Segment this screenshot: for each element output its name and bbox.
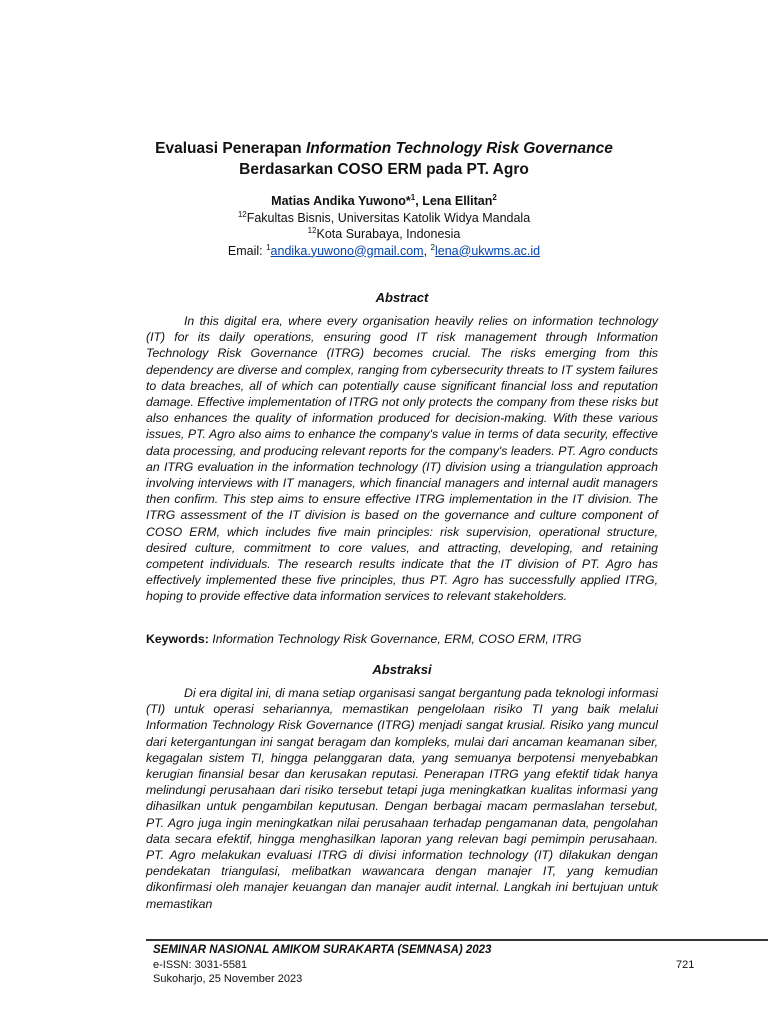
footer	[153, 943, 713, 987]
author-names	[110, 193, 658, 210]
abstract-text: In this digital era, where every organisation heavily relies on information technology (IT) for its daily operations, ensuring good IT risk management through Information Technology Risk Governance (ITRG) becomes crucial. The risks emerging from this dependency are diverse and complex, ranging from cybersecurity threats to IT system failures to data breaches, all of which can potentially cause significant financial loss and reputation damage. Effective implementation of ITRG not only protects the company from these risks but also enhances the quality of information produced for decision-making. With these various issues, PT. Agro also aims to enhance the company's value in terms of data security, effective data processing, and producing relevant reports for the company's leaders. PT. Agro conducts an ITRG evaluation in the information technology (IT) division using a triangulation approach involving interviews with IT managers, which financial managers and internal audit managers then confirm. This step aims to ensure effective ITRG implementation in the IT division. The ITRG assessment of the IT division is based on the governance and culture component of COSO ERM, which includes five main principles: risk supervision, operational structure, desired culture, commitment to core values, and attracting, developing, and retaining competent individuals. The research results indicate that the IT division of PT. Agro has effectively implemented these five principles, thus PT. Agro has successfully applied ITRG, hoping to provide effective data information services to relevant stakeholders.	[146, 314, 658, 604]
keywords-line	[146, 631, 658, 647]
affiliation-1-sup: 12	[237, 209, 247, 219]
author-2-sup: 2	[492, 192, 497, 202]
author-1-sup: 1	[410, 192, 416, 202]
author-1: Matias Andika Yuwono*	[271, 194, 411, 208]
title-prefix: Evaluasi Penerapan	[155, 140, 306, 157]
affiliation-1-text: Fakultas Bisnis, Universitas Katolik Widya Mandala	[246, 210, 531, 225]
affiliation-2-sup: 12	[307, 225, 317, 235]
keywords-value: Information Technology Risk Governance, ERM, COSO ERM, ITRG	[208, 632, 582, 646]
abstract-heading: Abstract	[375, 290, 429, 305]
author-block	[110, 193, 658, 259]
footer-issn: e-ISSN: 3031-5581	[153, 958, 248, 971]
footer-conference: SEMINAR NASIONAL AMIKOM SURAKARTA (SEMNASA) 2023	[153, 944, 492, 956]
email-1-sup: 1	[266, 242, 271, 252]
email-2-link[interactable]: lena@ukwms.ac.id	[435, 243, 541, 258]
author-separator: ,	[415, 194, 423, 208]
title-line-1	[110, 138, 658, 159]
footer-place-date: Sukoharjo, 25 November 2023	[153, 973, 303, 985]
affiliation-2	[110, 226, 658, 243]
author-2: Lena Ellitan	[422, 194, 493, 208]
abstraksi-text: Di era digital ini, di mana setiap organisasi sangat bergantung pada teknologi informasi (TI) untuk operasi sehariannya, memastikan pengelolaan risiko TI yang baik melalui Information Technology Risk Governance (ITRG) menjadi sangat krusial. Risiko yang muncul dari ketergantungan ini sangat beragam dan kompleks, mulai dari ancaman keamanan siber, kegagalan sistem TI, hingga pelanggaran data, yang semuanya berpotensi menyebabkan kerugian finansial besar dan kerusakan reputasi. Penerapan ITRG yang efektif tidak hanya melindungi perusahaan dari risiko tersebut tetapi juga meningkatkan kualitas informasi yang dihasilkan untuk pengambilan keputusan. Dengan berbagai macam permaslahan tersebut, PT. Agro juga ingin meningkatkan nilai perusahaan terhadap pengamanan data, pengolahan data secara efektif, hingga menghasilkan laporan yang relevan bagi pemimpin perusahaan. PT. Agro melakukan evaluasi ITRG di divisi information technology (IT) dilakukan dengan pendekatan triangulasi, melibatkan wawancara dengan manajer IT, yang kemudian dikonfirmasi oleh manajer keuangan dan manajer audit internal. Langkah ini bertujuan untuk memastikan	[146, 686, 658, 911]
footer-divider	[146, 939, 768, 941]
keywords-label: Keywords:	[146, 632, 209, 646]
paper-title	[110, 138, 658, 180]
title-line-2: Berdasarkan COSO ERM pada PT. Agro	[239, 161, 529, 178]
title-italic: Information Technology Risk Governance	[305, 140, 613, 157]
page-number: 721	[676, 959, 695, 971]
affiliation-1	[110, 210, 658, 227]
affiliation-2-text: Kota Surabaya, Indonesia	[316, 227, 461, 241]
email-label: Email:	[227, 243, 267, 258]
email-line	[110, 243, 658, 260]
abstraksi-heading: Abstraksi	[372, 662, 432, 677]
email-1-link[interactable]: andika.yuwono@gmail.com	[270, 243, 424, 258]
email-2-sup: 2	[430, 242, 435, 252]
email-separator: ,	[423, 243, 431, 258]
